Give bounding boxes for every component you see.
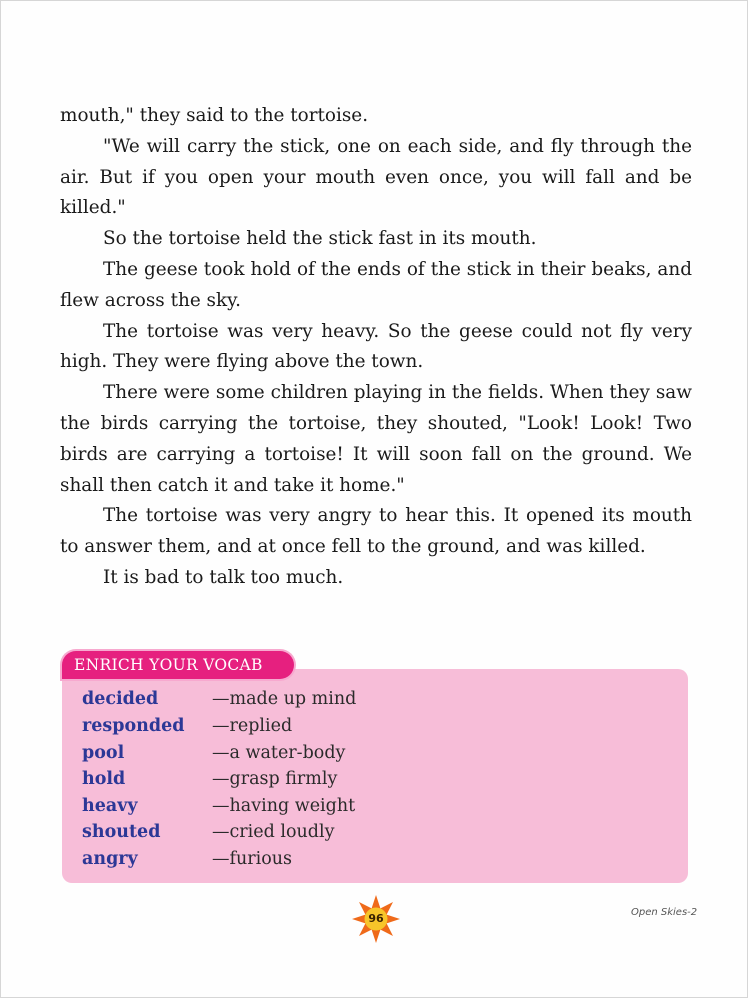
story-paragraph: It is bad to talk too much. — [103, 566, 344, 588]
vocab-word: hold — [82, 769, 126, 789]
vocab-word: heavy — [82, 796, 138, 816]
story-paragraph: There were some children playing in the fields. When they saw the birds carrying the tortoise, they shouted, "Look! Look! Two birds are carrying a tortoise! It will soon fall on the ground. We shall then catch it and take it home." — [60, 382, 692, 496]
vocab-meaning: —replied — [212, 716, 293, 736]
story-paragraph: mouth," they said to the tortoise. — [60, 105, 369, 126]
page-number: 96 — [368, 912, 384, 925]
story-text — [60, 101, 692, 594]
vocab-meaning: —furious — [212, 849, 292, 869]
vocab-meaning: —having weight — [212, 796, 356, 816]
story-paragraph: The tortoise was very heavy. So the geese could not fly very high. They were flying above the town. — [60, 320, 692, 373]
story-paragraph: The tortoise was very angry to hear this. It opened its mouth to answer them, and at once fell to the ground, and was killed. — [60, 505, 692, 558]
story-paragraph: So the tortoise held the stick fast in its mouth. — [103, 228, 537, 250]
book-title: Open Skies-2 — [631, 907, 698, 918]
vocab-meaning: —grasp firmly — [212, 769, 338, 789]
story-paragraph: The geese took hold of the ends of the stick in their beaks, and flew across the sky. — [60, 258, 692, 311]
vocab-box — [62, 669, 688, 883]
vocab-meaning: —cried loudly — [212, 822, 335, 842]
vocab-word: pool — [82, 743, 125, 763]
vocab-heading: ENRICH YOUR VOCAB — [62, 651, 294, 679]
vocab-word: responded — [82, 716, 185, 736]
vocab-word: angry — [82, 849, 138, 869]
vocab-meaning: —a water-body — [212, 743, 346, 763]
vocab-word: shouted — [82, 822, 161, 842]
story-paragraph: "We will carry the stick, one on each side, and fly through the air. But if you open your mouth even once, you will fall and be killed." — [60, 135, 692, 219]
page-number-badge — [351, 894, 401, 944]
vocab-meaning: —made up mind — [212, 689, 357, 709]
vocab-word: decided — [82, 689, 159, 709]
